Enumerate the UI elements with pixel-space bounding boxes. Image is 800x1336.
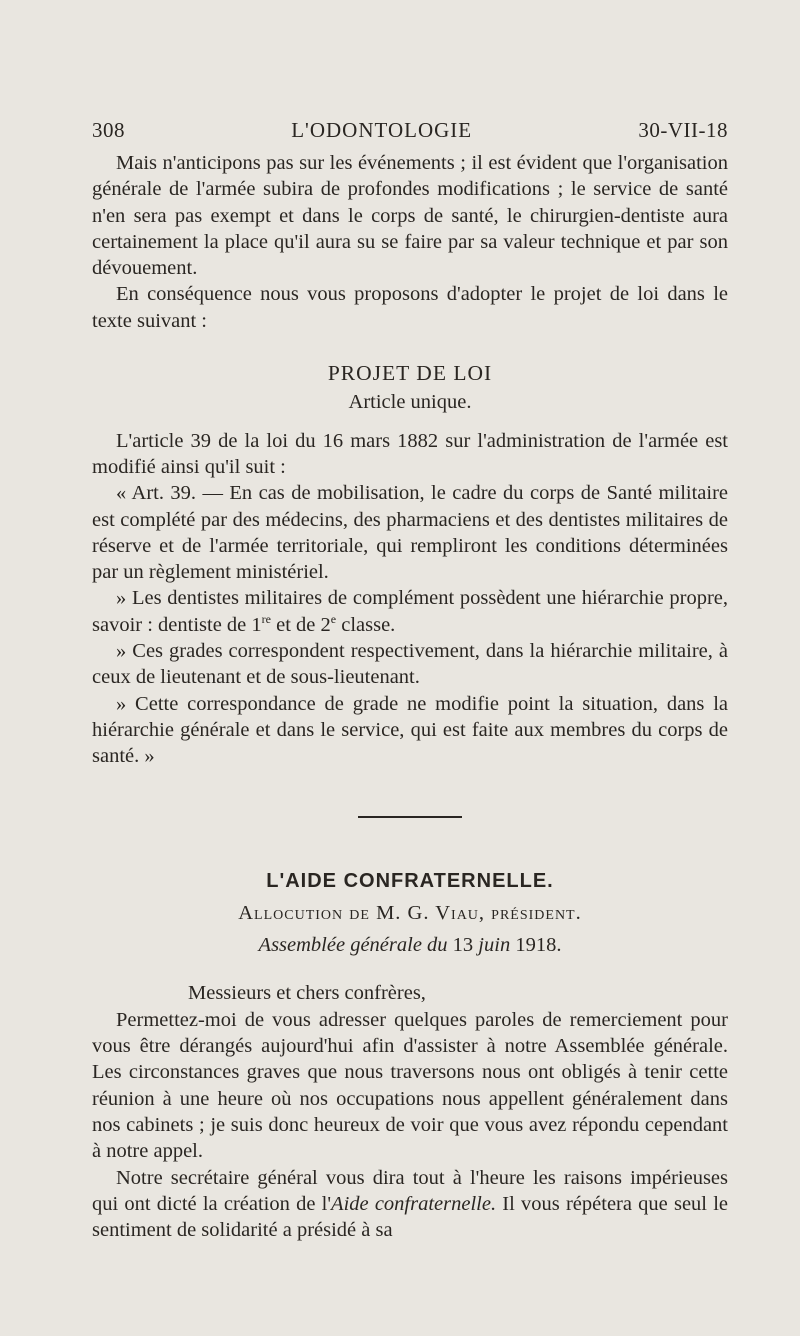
salutation: Messieurs et chers confrères,: [188, 982, 426, 1005]
section-subheading-article: Article unique.: [348, 391, 472, 414]
paragraph: [92, 1165, 728, 1244]
paragraph: » Ces grades correspondent respectivement, dans la hiérarchie militaire, à ceux de lieutenant et de sous-lieutenant.: [92, 640, 728, 689]
superscript: re: [261, 611, 271, 626]
journal-title: L'ODONTOLOGIE: [291, 118, 473, 142]
text-run: Notre secrétaire général vous dira tout à l'heure les raisons impérieuses qui ont dicté la création de l': [92, 1166, 728, 1215]
paragraph: L'article 39 de la loi du 16 mars 1882 sur l'administration de l'armée est modifié ainsi qu'il suit :: [92, 429, 728, 478]
paragraph: [92, 585, 728, 638]
running-header: [92, 118, 728, 143]
emphasis: Aide confraternelle.: [331, 1192, 497, 1215]
allocution-line: Allocution de M. G. Viau, président.: [238, 901, 582, 924]
paragraph: » Cette correspondance de grade ne modifie point la situation, dans la hiérarchie générale et dans le service, qui est faite aux membres du corps de santé. »: [92, 692, 728, 768]
paragraph: Mais n'anticipons pas sur les événements ; il est évident que l'organisation générale de l'armée subira de profondes modifications ; le service de santé n'en sera pas exempt et dans le corps de santé, le chirurgien-dentiste aura certainement la place qu'il aura su se faire par sa valeur technique et par son dévouement.: [92, 152, 728, 280]
text-run: Il vous répétera que seul le sentiment de solidarité a présidé à sa: [92, 1192, 729, 1242]
page-body: [92, 150, 728, 1243]
text-run: classe.: [336, 613, 396, 636]
paragraph: « Art. 39. — En cas de mobilisation, le cadre du corps de Santé militaire est complété par des médecins, des pharmaciens et des dentistes militaires de réserve et de l'armée territoriale, qui rempliront les conditions déterminées par un règlement ministériel.: [92, 482, 728, 584]
text-run: juin: [473, 934, 516, 957]
assembly-date-line: [92, 932, 728, 958]
text-run: 1918.: [515, 934, 562, 957]
text-run: 13: [452, 934, 474, 957]
section-heading-aide: L'AIDE CONFRATERNELLE.: [266, 869, 554, 892]
section-divider: [358, 816, 462, 818]
paragraph: En conséquence nous vous proposons d'adopter le projet de loi dans le texte suivant :: [92, 283, 728, 332]
text-run: Assemblée générale du: [258, 934, 453, 957]
paragraph: Permettez-moi de vous adresser quelques paroles de remerciement pour vous être dérangés aujourd'hui afin d'assister à notre Assemblée générale. Les circonstances graves que nous traversons nous ont obligés à tenir cette réunion à une heure où nos occupations nous appellent généralement dans nos cabinets ; je suis donc heureux de voir que vous avez répondu cependant à notre appel.: [92, 1008, 728, 1163]
issue-date: 30-VII-18: [638, 118, 728, 142]
section-heading-projet: PROJET DE LOI: [327, 361, 493, 386]
text-run: » Les dentistes militaires de complément possèdent une hiérarchie propre, savoir : dentiste de 1: [92, 587, 728, 636]
text-run: et de 2: [270, 613, 331, 636]
superscript: e: [330, 611, 337, 626]
page-number: 308: [92, 118, 125, 142]
